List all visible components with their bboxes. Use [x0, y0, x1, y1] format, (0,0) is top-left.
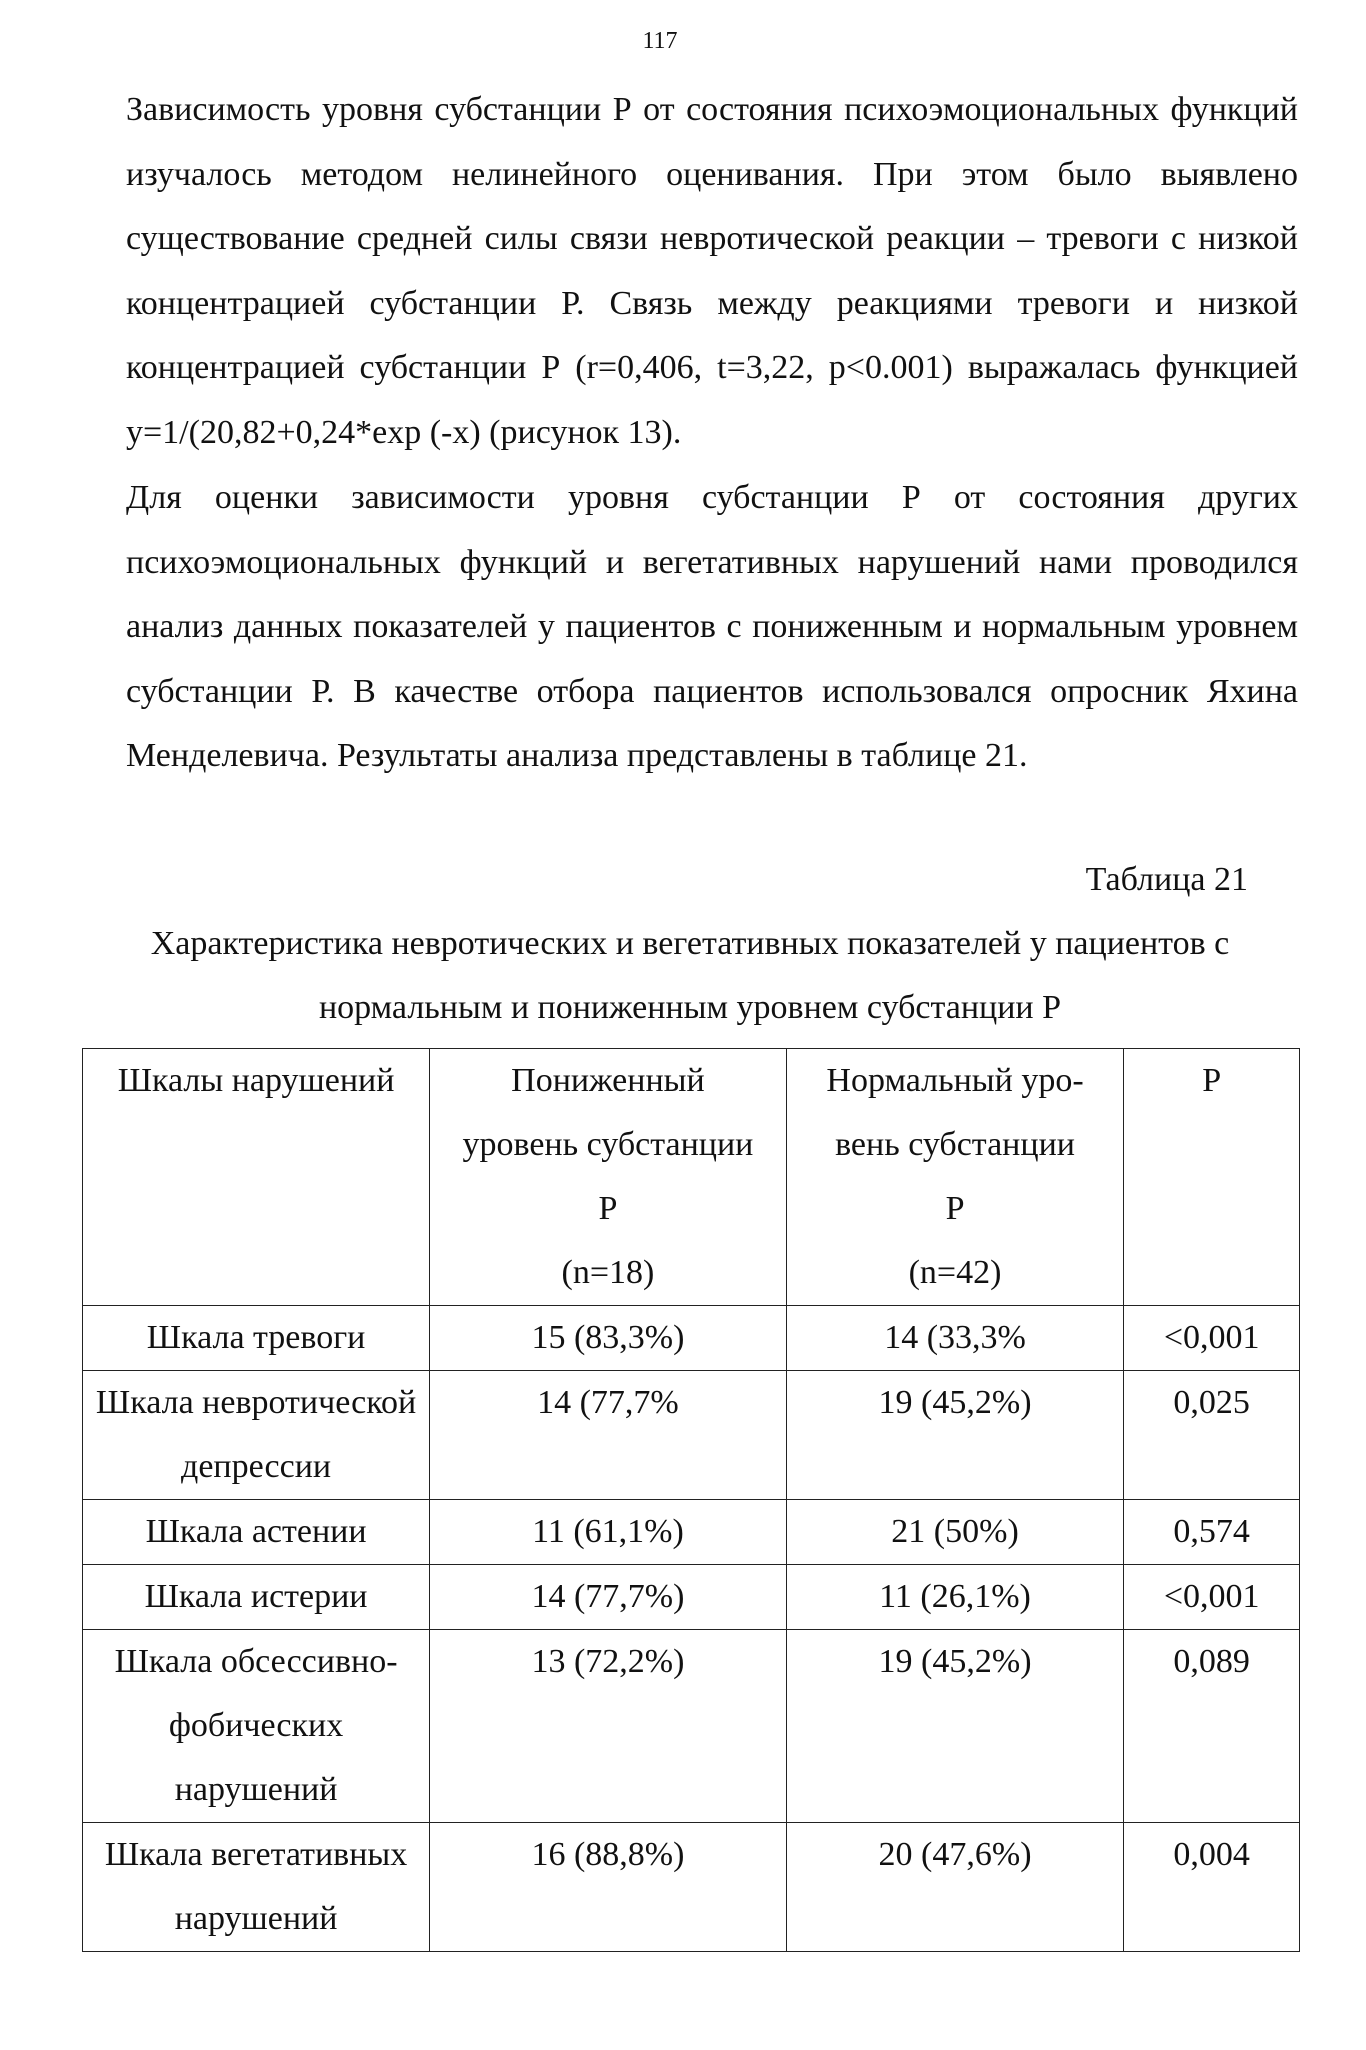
- header-normal-line-4: (n=42): [908, 1254, 1002, 1291]
- cell-low: 15 (83,3%): [430, 1306, 787, 1371]
- cell-scale: Шкала тревоги: [83, 1306, 430, 1371]
- table-caption: Характеристика невротических и вегетативных показателей у пациентов с нормальным и пониженным уровнем субстанции Р: [150, 925, 1230, 1026]
- cell-low: 11 (61,1%): [430, 1500, 787, 1565]
- cell-p: 0,089: [1124, 1630, 1300, 1823]
- page-number: 117: [642, 28, 678, 54]
- results-table: [82, 1048, 1300, 1952]
- table-row: [83, 1371, 1300, 1500]
- header-normal-line-3: Р: [945, 1190, 965, 1227]
- header-normal-line-2: вень субстанции: [835, 1126, 1075, 1163]
- table-header-row: [83, 1049, 1300, 1306]
- cell-normal: 21 (50%): [786, 1500, 1124, 1565]
- cell-low: 16 (88,8%): [430, 1823, 787, 1952]
- cell-normal: 11 (26,1%): [786, 1565, 1124, 1630]
- cell-normal: 19 (45,2%): [786, 1371, 1124, 1500]
- table-row: [83, 1823, 1300, 1952]
- header-p: Р: [1124, 1049, 1300, 1306]
- header-low-line-2: уровень субстанции: [462, 1126, 754, 1163]
- cell-p: 0,574: [1124, 1500, 1300, 1565]
- cell-p: 0,004: [1124, 1823, 1300, 1952]
- table-row: [83, 1565, 1300, 1630]
- header-normal-line-1: Нормальный уро-: [826, 1062, 1084, 1099]
- header-low-level: [430, 1049, 787, 1306]
- header-low-line-1: Пониженный: [511, 1062, 705, 1099]
- cell-low: 14 (77,7%: [430, 1371, 787, 1500]
- header-low-line-3: Р: [598, 1190, 618, 1227]
- table-row: [83, 1500, 1300, 1565]
- cell-low: 13 (72,2%): [430, 1630, 787, 1823]
- table-row: [83, 1306, 1300, 1371]
- header-low-line-4: (n=18): [561, 1254, 655, 1291]
- table-label: Таблица 21: [1085, 861, 1248, 898]
- cell-scale: Шкала истерии: [83, 1565, 430, 1630]
- cell-normal: 14 (33,3%: [786, 1306, 1124, 1371]
- cell-scale: Шкала астении: [83, 1500, 430, 1565]
- header-normal-level: [786, 1049, 1124, 1306]
- table-row: [83, 1630, 1300, 1823]
- cell-p: <0,001: [1124, 1306, 1300, 1371]
- cell-scale: Шкала обсессивно-фобических нарушений: [83, 1630, 430, 1823]
- cell-scale: Шкала невротической депрессии: [83, 1371, 430, 1500]
- cell-scale: Шкала вегетативных нарушений: [83, 1823, 430, 1952]
- cell-normal: 19 (45,2%): [786, 1630, 1124, 1823]
- paragraph-2: Для оценки зависимости уровня субстанции Р от состояния других психоэмоциональных функций и вегетативных нарушений нами проводился анализ данных показателей у пациентов с пониженным и нормальным уровнем субстанции Р. В качестве отбора пациентов использовался опросник Яхина Менделевича. Результаты анализа представлены в таблице 21.: [126, 479, 1298, 774]
- cell-p: <0,001: [1124, 1565, 1300, 1630]
- cell-p: 0,025: [1124, 1371, 1300, 1500]
- cell-normal: 20 (47,6%): [786, 1823, 1124, 1952]
- paragraph-1: Зависимость уровня субстанции Р от состояния психоэмоциональных функций изучалось методом нелинейного оценивания. При этом было выявлено существование средней силы связи невротической реакции – тревоги с низкой концентрацией субстанции Р. Связь между реакциями тревоги и низкой концентрацией субстанции Р (r=0,406, t=3,22, p<0.001) выражалась функцией y=1/(20,82+0,24*exp (-x) (рисунок 13).: [126, 91, 1298, 451]
- header-scales: Шкалы нарушений: [83, 1049, 430, 1306]
- cell-low: 14 (77,7%): [430, 1565, 787, 1630]
